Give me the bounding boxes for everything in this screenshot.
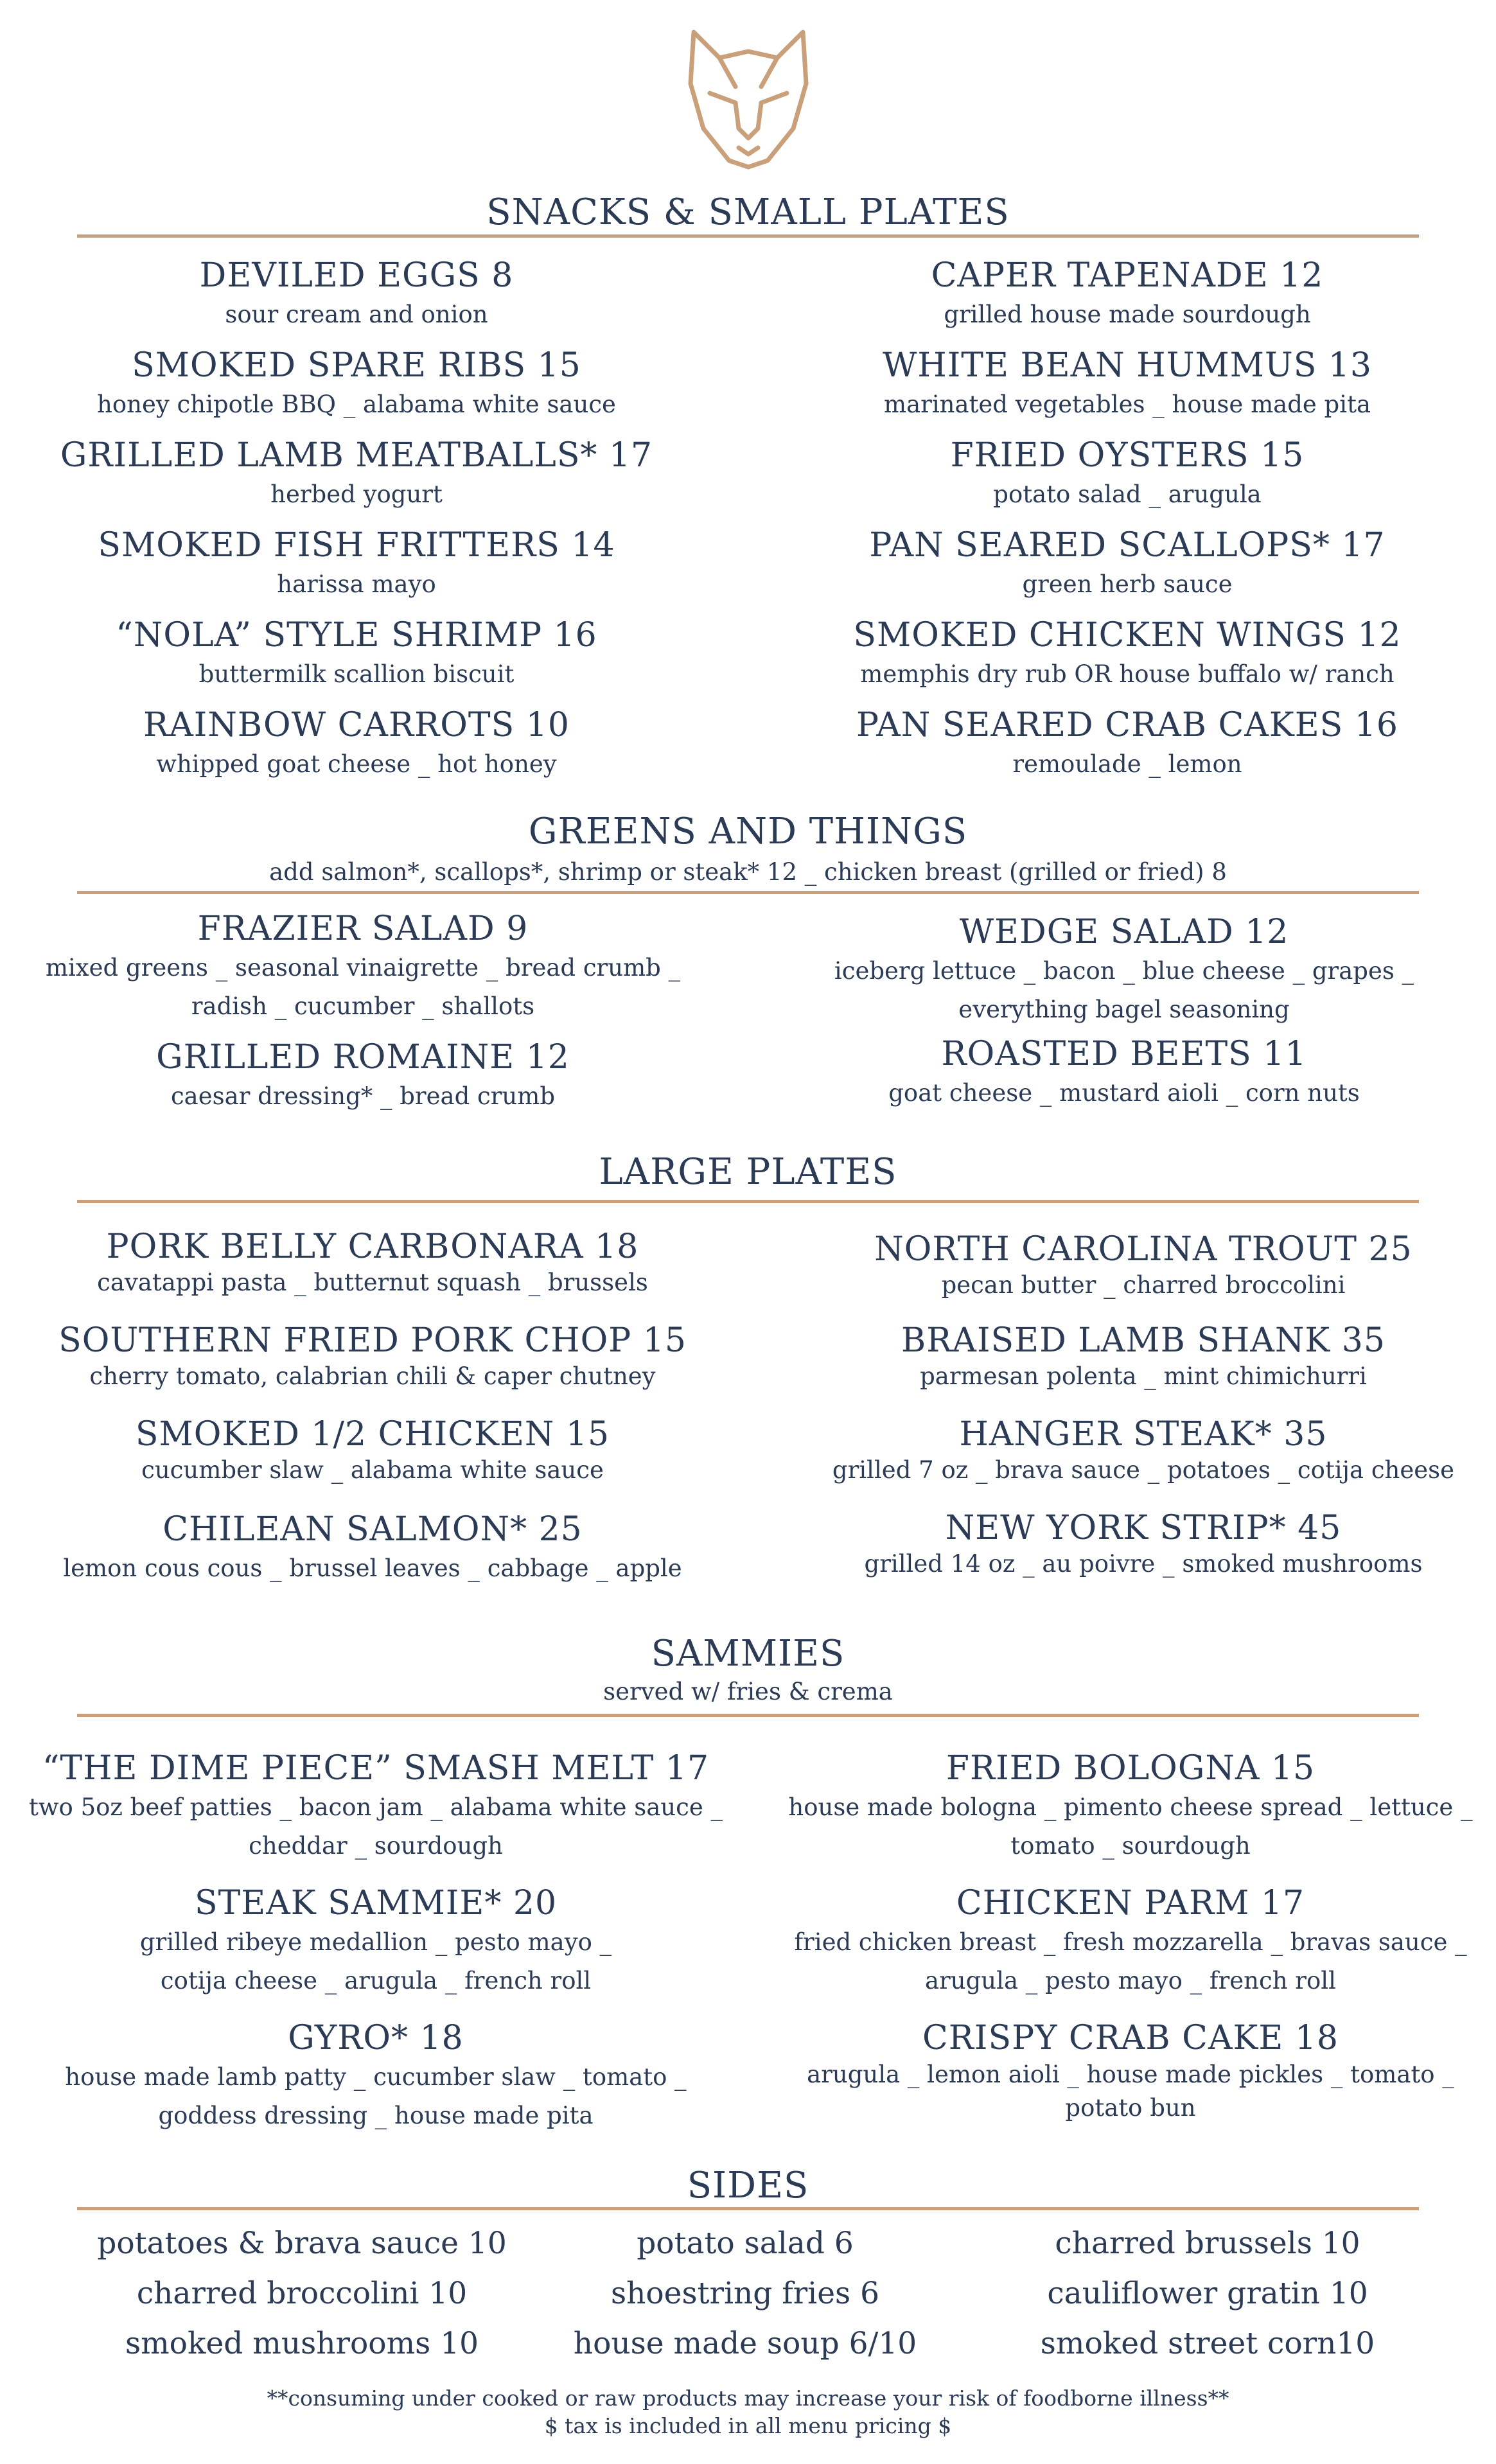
menu-item: “NOLA” STYLE SHRIMP 16 buttermilk scallion biscuit (116, 616, 597, 688)
menu-item: RAINBOW CARROTS 10 whipped goat cheese _ hot honey (143, 706, 570, 778)
sides-column-1 (77, 2219, 527, 2369)
menu-item: PAN SEARED SCALLOPS* 17 green herb sauce (869, 526, 1386, 598)
menu-item: STEAK SAMMIE* 20 grilled ribeye medallion _ pesto mayo _ cotija cheese _ arugula _ french roll (139, 1884, 612, 1994)
snacks-right-column (822, 256, 1432, 802)
menu-item: PORK BELLY CARBONARA 18 cavatappi pasta _ butternut squash _ brussels (97, 1228, 648, 1296)
footer-tax-note: $ tax is included in all menu pricing $ (544, 2413, 952, 2438)
menu-item: CHICKEN PARM 17 fried chicken breast _ fresh mozzarella _ bravas sauce _ arugula _ pesto mayo _ french roll (794, 1884, 1467, 1994)
sammies-divider (77, 1714, 1419, 1717)
snacks-left-column (51, 256, 662, 802)
menu-item: NORTH CAROLINA TROUT 25 pecan butter _ charred broccolini (874, 1230, 1412, 1299)
menu-item: WEDGE SALAD 12 iceberg lettuce _ bacon _ blue cheese _ grapes _ everything bagel seasoning (834, 913, 1414, 1023)
side-item: smoked mushrooms 10 (125, 2326, 479, 2361)
menu-item: NEW YORK STRIP* 45 grilled 14 oz _ au poivre _ smoked mushrooms (864, 1509, 1423, 1578)
sammies-right-column (771, 1748, 1490, 2147)
menu-item: FRAZIER SALAD 9 mixed greens _ seasonal vinaigrette _ bread crumb _ radish _ cucumber _ shallots (45, 910, 681, 1020)
side-item: potato salad 6 (637, 2226, 854, 2261)
menu-item: GRILLED ROMAINE 12 caesar dressing* _ bread crumb (156, 1038, 570, 1110)
menu-item: CHILEAN SALMON* 25 lemon cous cous _ brussel leaves _ cabbage _ apple (63, 1510, 682, 1582)
sides-column-3 (983, 2219, 1432, 2369)
menu-item: PAN SEARED CRAB CAKES 16 remoulade _ lemon (856, 706, 1398, 778)
greens-divider (77, 891, 1419, 894)
side-item: smoked street corn10 (1040, 2326, 1375, 2361)
side-item: cauliflower gratin 10 (1047, 2276, 1368, 2311)
menu-item: SMOKED 1/2 CHICKEN 15 cucumber slaw _ alabama white sauce (135, 1415, 610, 1484)
menu-item: FRIED BOLOGNA 15 house made bologna _ pimento cheese spread _ lettuce _ tomato _ sourdough (788, 1749, 1473, 1860)
menu-item: SOUTHERN FRIED PORK CHOP 15 cherry tomato, calabrian chili & caper chutney (58, 1321, 687, 1390)
greens-left-column (32, 909, 694, 1127)
snacks-divider (77, 234, 1419, 238)
large-right-column (790, 1229, 1496, 1615)
menu-item: GYRO* 18 house made lamb patty _ cucumber slaw _ tomato _ goddess dressing _ house made pita (65, 2019, 687, 2129)
menu-item: SMOKED CHICKEN WINGS 12 memphis dry rub OR house buffalo w/ ranch (853, 616, 1402, 688)
side-item: shoestring fries 6 (611, 2276, 879, 2311)
side-item: charred broccolini 10 (136, 2276, 468, 2311)
sammies-heading: SAMMIES (651, 1633, 845, 1675)
menu-item: CAPER TAPENADE 12 grilled house made sourdough (931, 256, 1324, 328)
menu-item: GRILLED LAMB MEATBALLS* 17 herbed yogurt (60, 436, 653, 508)
sides-divider (77, 2207, 1419, 2210)
menu-item: DEVILED EGGS 8 sour cream and onion (199, 256, 514, 328)
greens-right-column (822, 912, 1484, 1131)
menu-item: SMOKED FISH FRITTERS 14 harissa mayo (98, 526, 615, 598)
large-plates-divider (77, 1200, 1419, 1203)
sides-column-2 (520, 2219, 970, 2369)
sammies-left-column (26, 1748, 726, 2147)
menu-item: CRISPY CRAB CAKE 18 arugula _ lemon aioli _ house made pickles _ tomato _ potato bun (807, 2019, 1454, 2122)
large-plates-heading: LARGE PLATES (599, 1151, 897, 1193)
side-item: house made soup 6/10 (573, 2326, 917, 2361)
menu-item: ROASTED BEETS 11 goat cheese _ mustard aioli _ corn nuts (888, 1035, 1360, 1107)
cougar-face-logo-icon (674, 22, 822, 170)
menu-item: SMOKED SPARE RIBS 15 honey chipotle BBQ _ alabama white sauce (97, 346, 616, 418)
snacks-heading: SNACKS & SMALL PLATES (486, 191, 1010, 233)
menu-item: “THE DIME PIECE” SMASH MELT 17 two 5oz beef patties _ bacon jam _ alabama white sauce _ cheddar _ sourdough (29, 1749, 723, 1860)
greens-subtitle: add salmon*, scallops*, shrimp or steak* 12 _ chicken breast (grilled or fried) 8 (269, 858, 1227, 886)
sides-heading: SIDES (687, 2165, 809, 2206)
footer-disclaimer: **consuming under cooked or raw products may increase your risk of foodborne illness** (267, 2386, 1229, 2411)
menu-item: WHITE BEAN HUMMUS 13 marinated vegetables _ house made pita (882, 346, 1373, 418)
menu-item: HANGER STEAK* 35 grilled 7 oz _ brava sauce _ potatoes _ cotija cheese (832, 1415, 1455, 1484)
menu-item: BRAISED LAMB SHANK 35 parmesan polenta _ mint chimichurri (901, 1321, 1386, 1390)
menu-item: FRIED OYSTERS 15 potato salad _ arugula (950, 436, 1305, 508)
large-left-column (51, 1227, 694, 1612)
side-item: potatoes & brava sauce 10 (97, 2226, 507, 2261)
sammies-subtitle: served w/ fries & crema (603, 1678, 893, 1705)
greens-heading: GREENS AND THINGS (528, 811, 968, 852)
side-item: charred brussels 10 (1055, 2226, 1360, 2261)
